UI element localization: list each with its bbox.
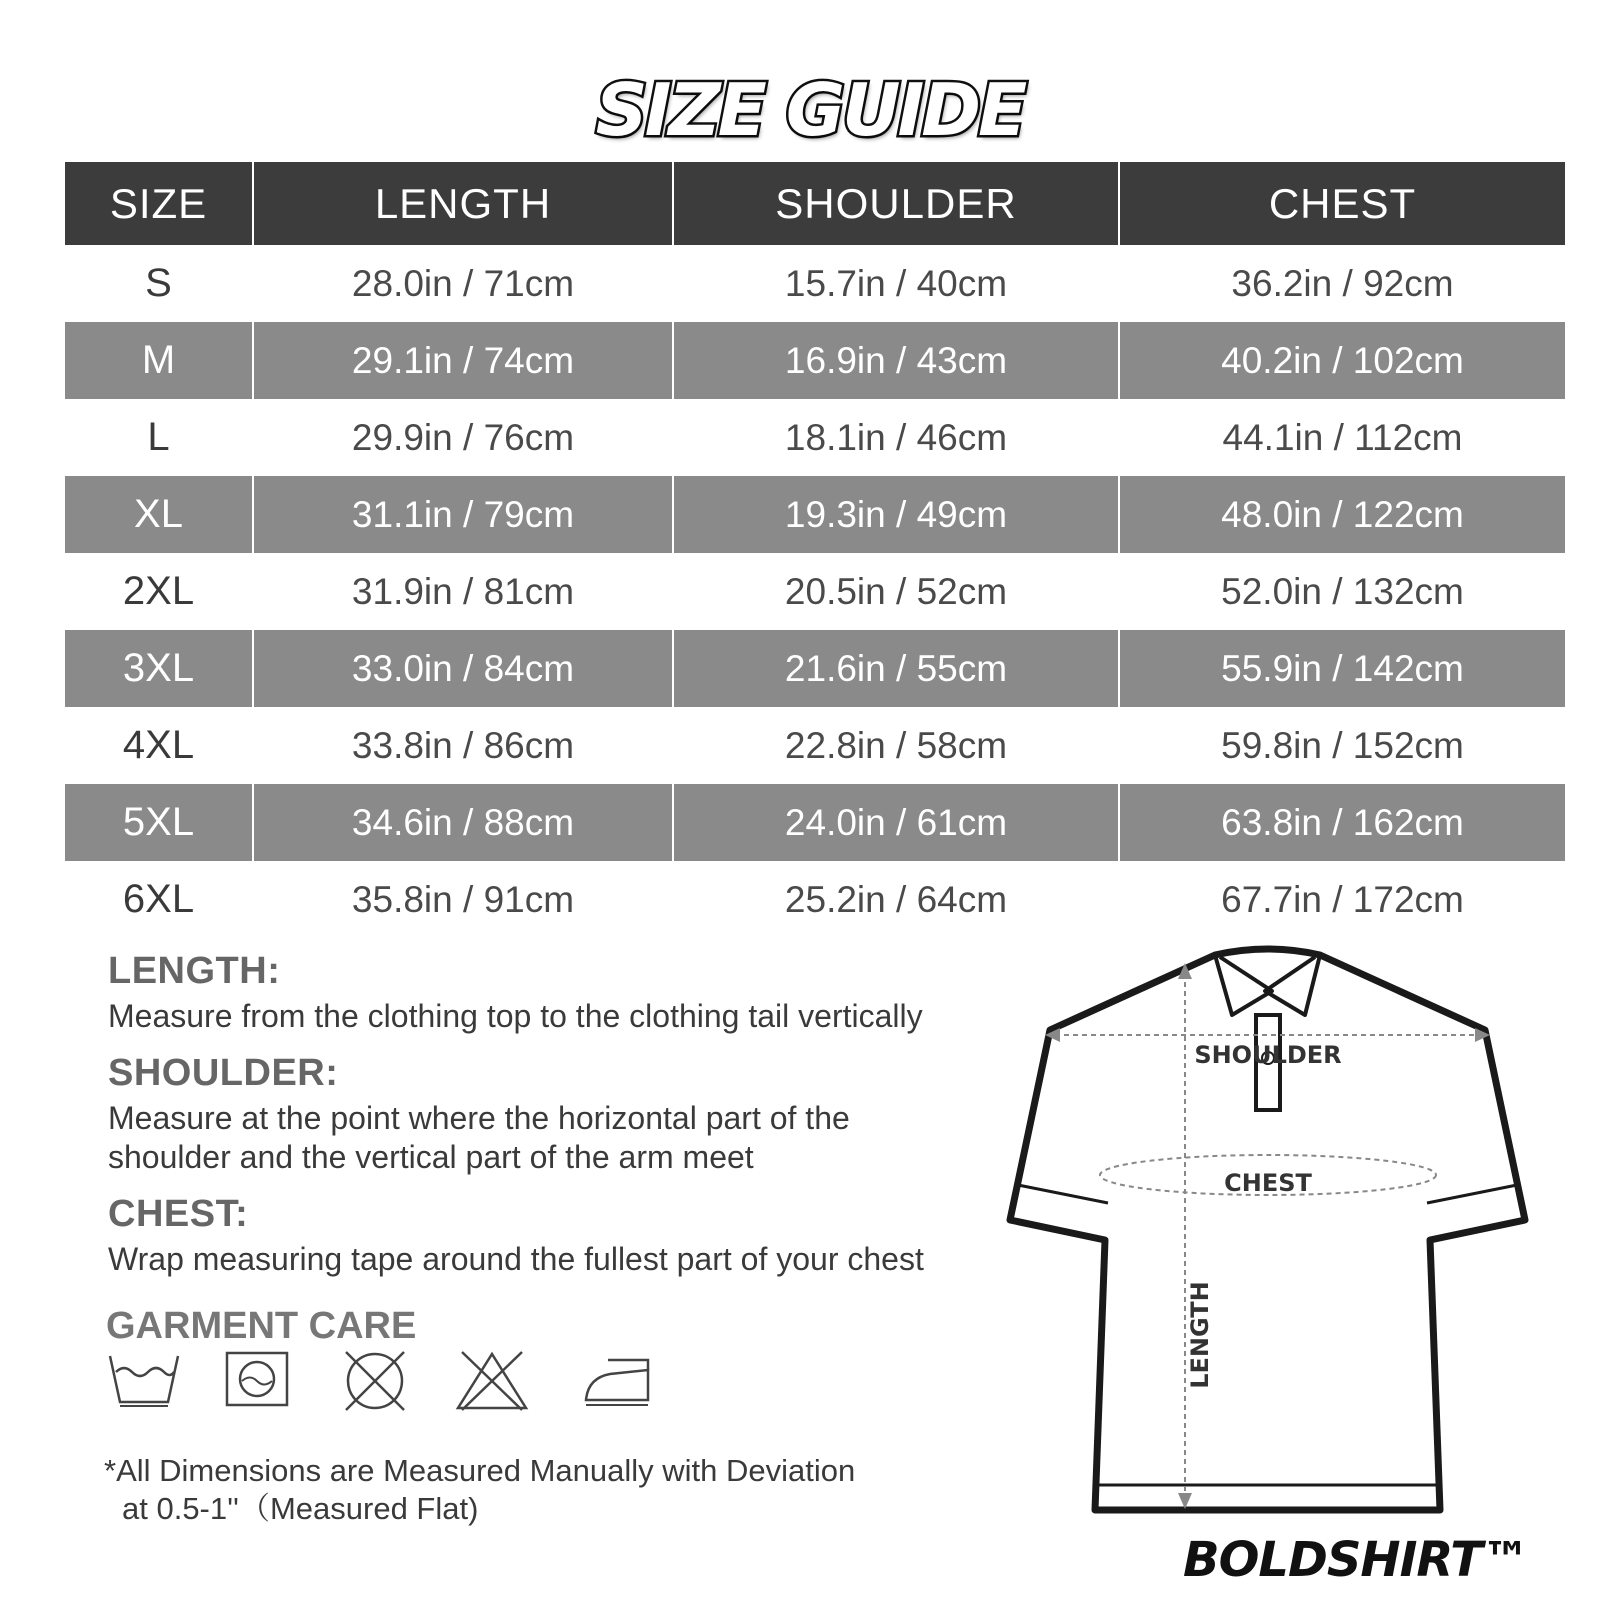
chest-cell: 59.8in / 152cm — [1221, 724, 1464, 766]
footnote-line-2: at 0.5-1''（Measured Flat) — [122, 1491, 479, 1526]
chest-cell: 36.2in / 92cm — [1231, 262, 1454, 304]
size-cell: M — [65, 322, 253, 399]
length-cell: 29.9in / 76cm — [351, 416, 575, 458]
shoulder-cell: 21.6in / 55cm — [673, 630, 1119, 707]
definition-heading: SHOULDER: — [108, 1052, 339, 1094]
brand-logo: BOLDSHIRT™ — [1183, 1532, 1529, 1588]
definition-chest — [108, 1193, 1008, 1279]
length-cell: 31.9in / 81cm — [351, 570, 575, 612]
chest-cell: 44.1in / 112cm — [1222, 416, 1463, 458]
table-row — [65, 399, 1565, 476]
measurement-definitions — [108, 950, 1008, 1295]
shoulder-cell: 22.8in / 58cm — [784, 724, 1008, 766]
footnote-line-1: *All Dimensions are Measured Manually with Deviation — [104, 1453, 856, 1488]
iron-icon — [582, 1350, 652, 1408]
size-cell: 2XL — [122, 569, 195, 613]
length-cell: 33.8in / 86cm — [351, 724, 575, 766]
length-cell: 33.0in / 84cm — [253, 630, 673, 707]
shoulder-cell: 25.2in / 64cm — [784, 878, 1008, 920]
length-cell: 29.1in / 74cm — [253, 322, 673, 399]
size-cell: S — [145, 261, 172, 305]
size-cell: 3XL — [65, 630, 253, 707]
length-label: LENGTH — [1186, 1281, 1214, 1389]
definition-length — [108, 950, 1008, 1036]
length-cell: 28.0in / 71cm — [351, 262, 575, 304]
do-not-bleach-icon — [454, 1350, 530, 1412]
shoulder-cell: 24.0in / 61cm — [673, 784, 1119, 861]
shoulder-cell: 15.7in / 40cm — [784, 262, 1008, 304]
definition-text: Wrap measuring tape around the fullest part of your chest — [108, 1241, 924, 1277]
chest-cell: 67.7in / 172cm — [1221, 878, 1464, 920]
size-cell: 6XL — [122, 877, 195, 921]
size-cell: 5XL — [65, 784, 253, 861]
tumble-dry-icon — [224, 1350, 290, 1408]
shoulder-cell: 16.9in / 43cm — [673, 322, 1119, 399]
table-row — [65, 707, 1565, 784]
header-chest: CHEST — [1119, 162, 1565, 245]
size-cell: 4XL — [122, 723, 195, 767]
size-cell: L — [147, 415, 170, 459]
table-header-row — [65, 162, 1565, 245]
do-not-dry-clean-icon — [342, 1350, 408, 1412]
shoulder-cell: 18.1in / 46cm — [784, 416, 1008, 458]
table-row — [65, 553, 1565, 630]
measurement-footnote — [104, 1452, 924, 1528]
chest-cell: 40.2in / 102cm — [1119, 322, 1565, 399]
page-title: SIZE GUIDE — [595, 68, 1025, 152]
definition-text: Measure from the clothing top to the clothing tail vertically — [108, 998, 923, 1034]
size-cell: XL — [65, 476, 253, 553]
table-row — [65, 245, 1565, 322]
shoulder-cell: 19.3in / 49cm — [673, 476, 1119, 553]
garment-care-heading: GARMENT CARE — [106, 1305, 417, 1347]
hand-wash-icon — [106, 1350, 182, 1410]
header-shoulder: SHOULDER — [673, 162, 1119, 245]
definition-shoulder — [108, 1052, 1008, 1177]
definition-heading: CHEST: — [108, 1193, 249, 1235]
definition-heading: LENGTH: — [108, 950, 281, 992]
table-row — [65, 476, 1565, 553]
length-cell: 35.8in / 91cm — [351, 878, 575, 920]
chest-cell: 52.0in / 132cm — [1221, 570, 1464, 612]
shirt-measurement-diagram — [1000, 935, 1560, 1535]
chest-cell: 55.9in / 142cm — [1119, 630, 1565, 707]
header-length: LENGTH — [253, 162, 673, 245]
chest-cell: 63.8in / 162cm — [1119, 784, 1565, 861]
chest-label: CHEST — [1224, 1169, 1312, 1197]
size-table — [65, 162, 1565, 938]
table-row — [65, 322, 1565, 399]
table-row — [65, 630, 1565, 707]
length-cell: 34.6in / 88cm — [253, 784, 673, 861]
shoulder-label: SHOULDER — [1194, 1041, 1342, 1069]
header-size: SIZE — [65, 162, 253, 245]
definition-text: Measure at the point where the horizontal part of the shoulder and the vertical part of the arm meet — [108, 1100, 850, 1175]
shoulder-cell: 20.5in / 52cm — [784, 570, 1008, 612]
length-cell: 31.1in / 79cm — [253, 476, 673, 553]
table-row — [65, 784, 1565, 861]
table-row — [65, 861, 1565, 938]
chest-cell: 48.0in / 122cm — [1119, 476, 1565, 553]
shirt-outline — [1010, 949, 1525, 1510]
